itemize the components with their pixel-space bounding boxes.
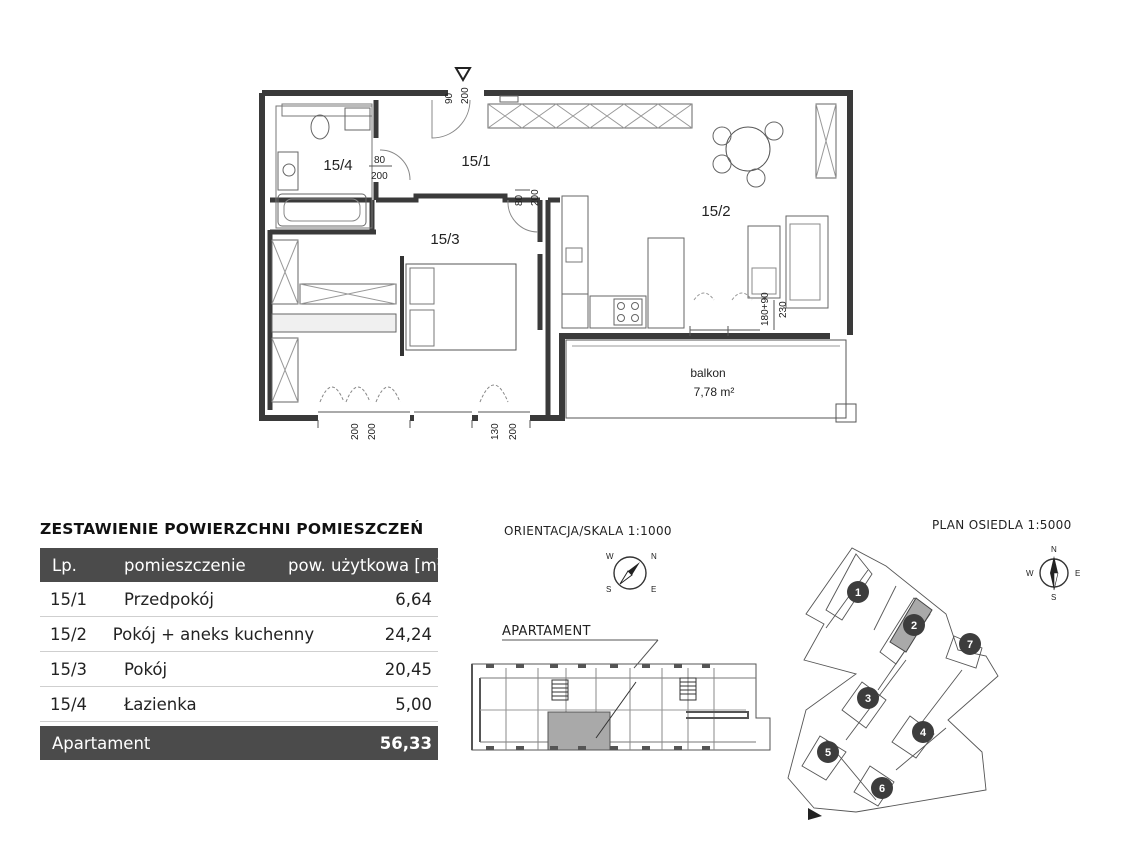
row-lp: 15/2 <box>50 624 88 644</box>
apartment-label: APARTAMENT <box>502 624 591 639</box>
building-plan <box>466 638 778 764</box>
site-compass-e: E <box>1075 569 1081 578</box>
door-dim: 80 <box>374 155 386 166</box>
row-area: 20,45 <box>384 659 432 679</box>
room-label: 15/1 <box>461 153 491 170</box>
total-value: 56,33 <box>379 733 432 753</box>
site-plan-caption: PLAN OSIEDLA 1:5000 <box>932 518 1072 532</box>
building-number: 2 <box>910 620 918 632</box>
balcony-label: balkon <box>690 366 726 380</box>
orientation-caption: ORIENTACJA/SKALA 1:1000 <box>504 524 672 538</box>
door-dim: 200 <box>530 189 541 206</box>
compass-s: S <box>606 585 612 594</box>
header-area: pow. użytkowa $[m^2]$ <box>288 555 450 575</box>
row-lp: 15/4 <box>50 694 88 714</box>
door-dim: 130 <box>490 423 501 440</box>
compass-n: N <box>651 552 657 561</box>
building-number: 3 <box>864 693 872 705</box>
inner-wall <box>270 100 560 418</box>
entry-arrow-icon <box>456 68 470 80</box>
door-dim: 200 <box>350 423 361 440</box>
building-number: 6 <box>878 783 886 795</box>
door-dim: 200 <box>508 423 519 440</box>
area-table <box>40 520 450 760</box>
door-dim: 90 <box>444 92 455 104</box>
table-row <box>40 687 438 722</box>
door-dim: 200 <box>371 171 388 182</box>
room-label: 15/4 <box>323 157 353 174</box>
site-compass-w: W <box>1026 569 1034 578</box>
site-compass-n: N <box>1051 545 1057 554</box>
table-row <box>40 582 438 617</box>
row-area: 24,24 <box>384 624 432 644</box>
building-number: 1 <box>854 587 862 599</box>
door-dim: 200 <box>460 87 471 104</box>
compass-w: W <box>606 552 614 561</box>
row-area: 6,64 <box>395 589 432 609</box>
row-lp: 15/3 <box>50 659 88 679</box>
balcony-area: 7,78 m² <box>693 385 735 399</box>
site-compass-icon <box>1026 545 1080 602</box>
table-row <box>40 617 438 652</box>
site-entry-arrow-icon <box>808 808 822 820</box>
header-room: pomieszczenie <box>124 555 246 575</box>
orientation-compass <box>598 548 662 598</box>
door-dim: 230 <box>778 301 789 318</box>
building-number: 7 <box>966 639 974 651</box>
room-label: 15/3 <box>430 231 460 248</box>
site-compass-s: S <box>1051 593 1057 602</box>
room-label: 15/2 <box>701 203 731 220</box>
row-room: Łazienka <box>124 694 197 714</box>
site-plan <box>786 540 1086 820</box>
area-table-title: ZESTAWIENIE POWIERZCHNI POMIESZCZEŃ <box>40 520 424 538</box>
row-room: Pokój <box>124 659 168 679</box>
row-lp: 15/1 <box>50 589 88 609</box>
door-dim: 200 <box>367 423 378 440</box>
outer-wall <box>262 93 850 418</box>
door-dim: 80 <box>514 194 525 206</box>
total-label: Apartament <box>52 733 151 753</box>
door-dim: 180+90 <box>760 292 771 326</box>
area-table-header <box>40 548 450 582</box>
building-number: 5 <box>824 747 832 759</box>
row-area: 5,00 <box>395 694 432 714</box>
row-room: Przedpokój <box>124 589 214 609</box>
header-lp: Lp. <box>52 555 77 575</box>
building-number: 4 <box>919 727 927 739</box>
row-room: Pokój + aneks kuchenny <box>112 624 315 644</box>
area-table-total <box>40 726 438 760</box>
compass-e: E <box>651 585 657 594</box>
table-row <box>40 652 438 687</box>
